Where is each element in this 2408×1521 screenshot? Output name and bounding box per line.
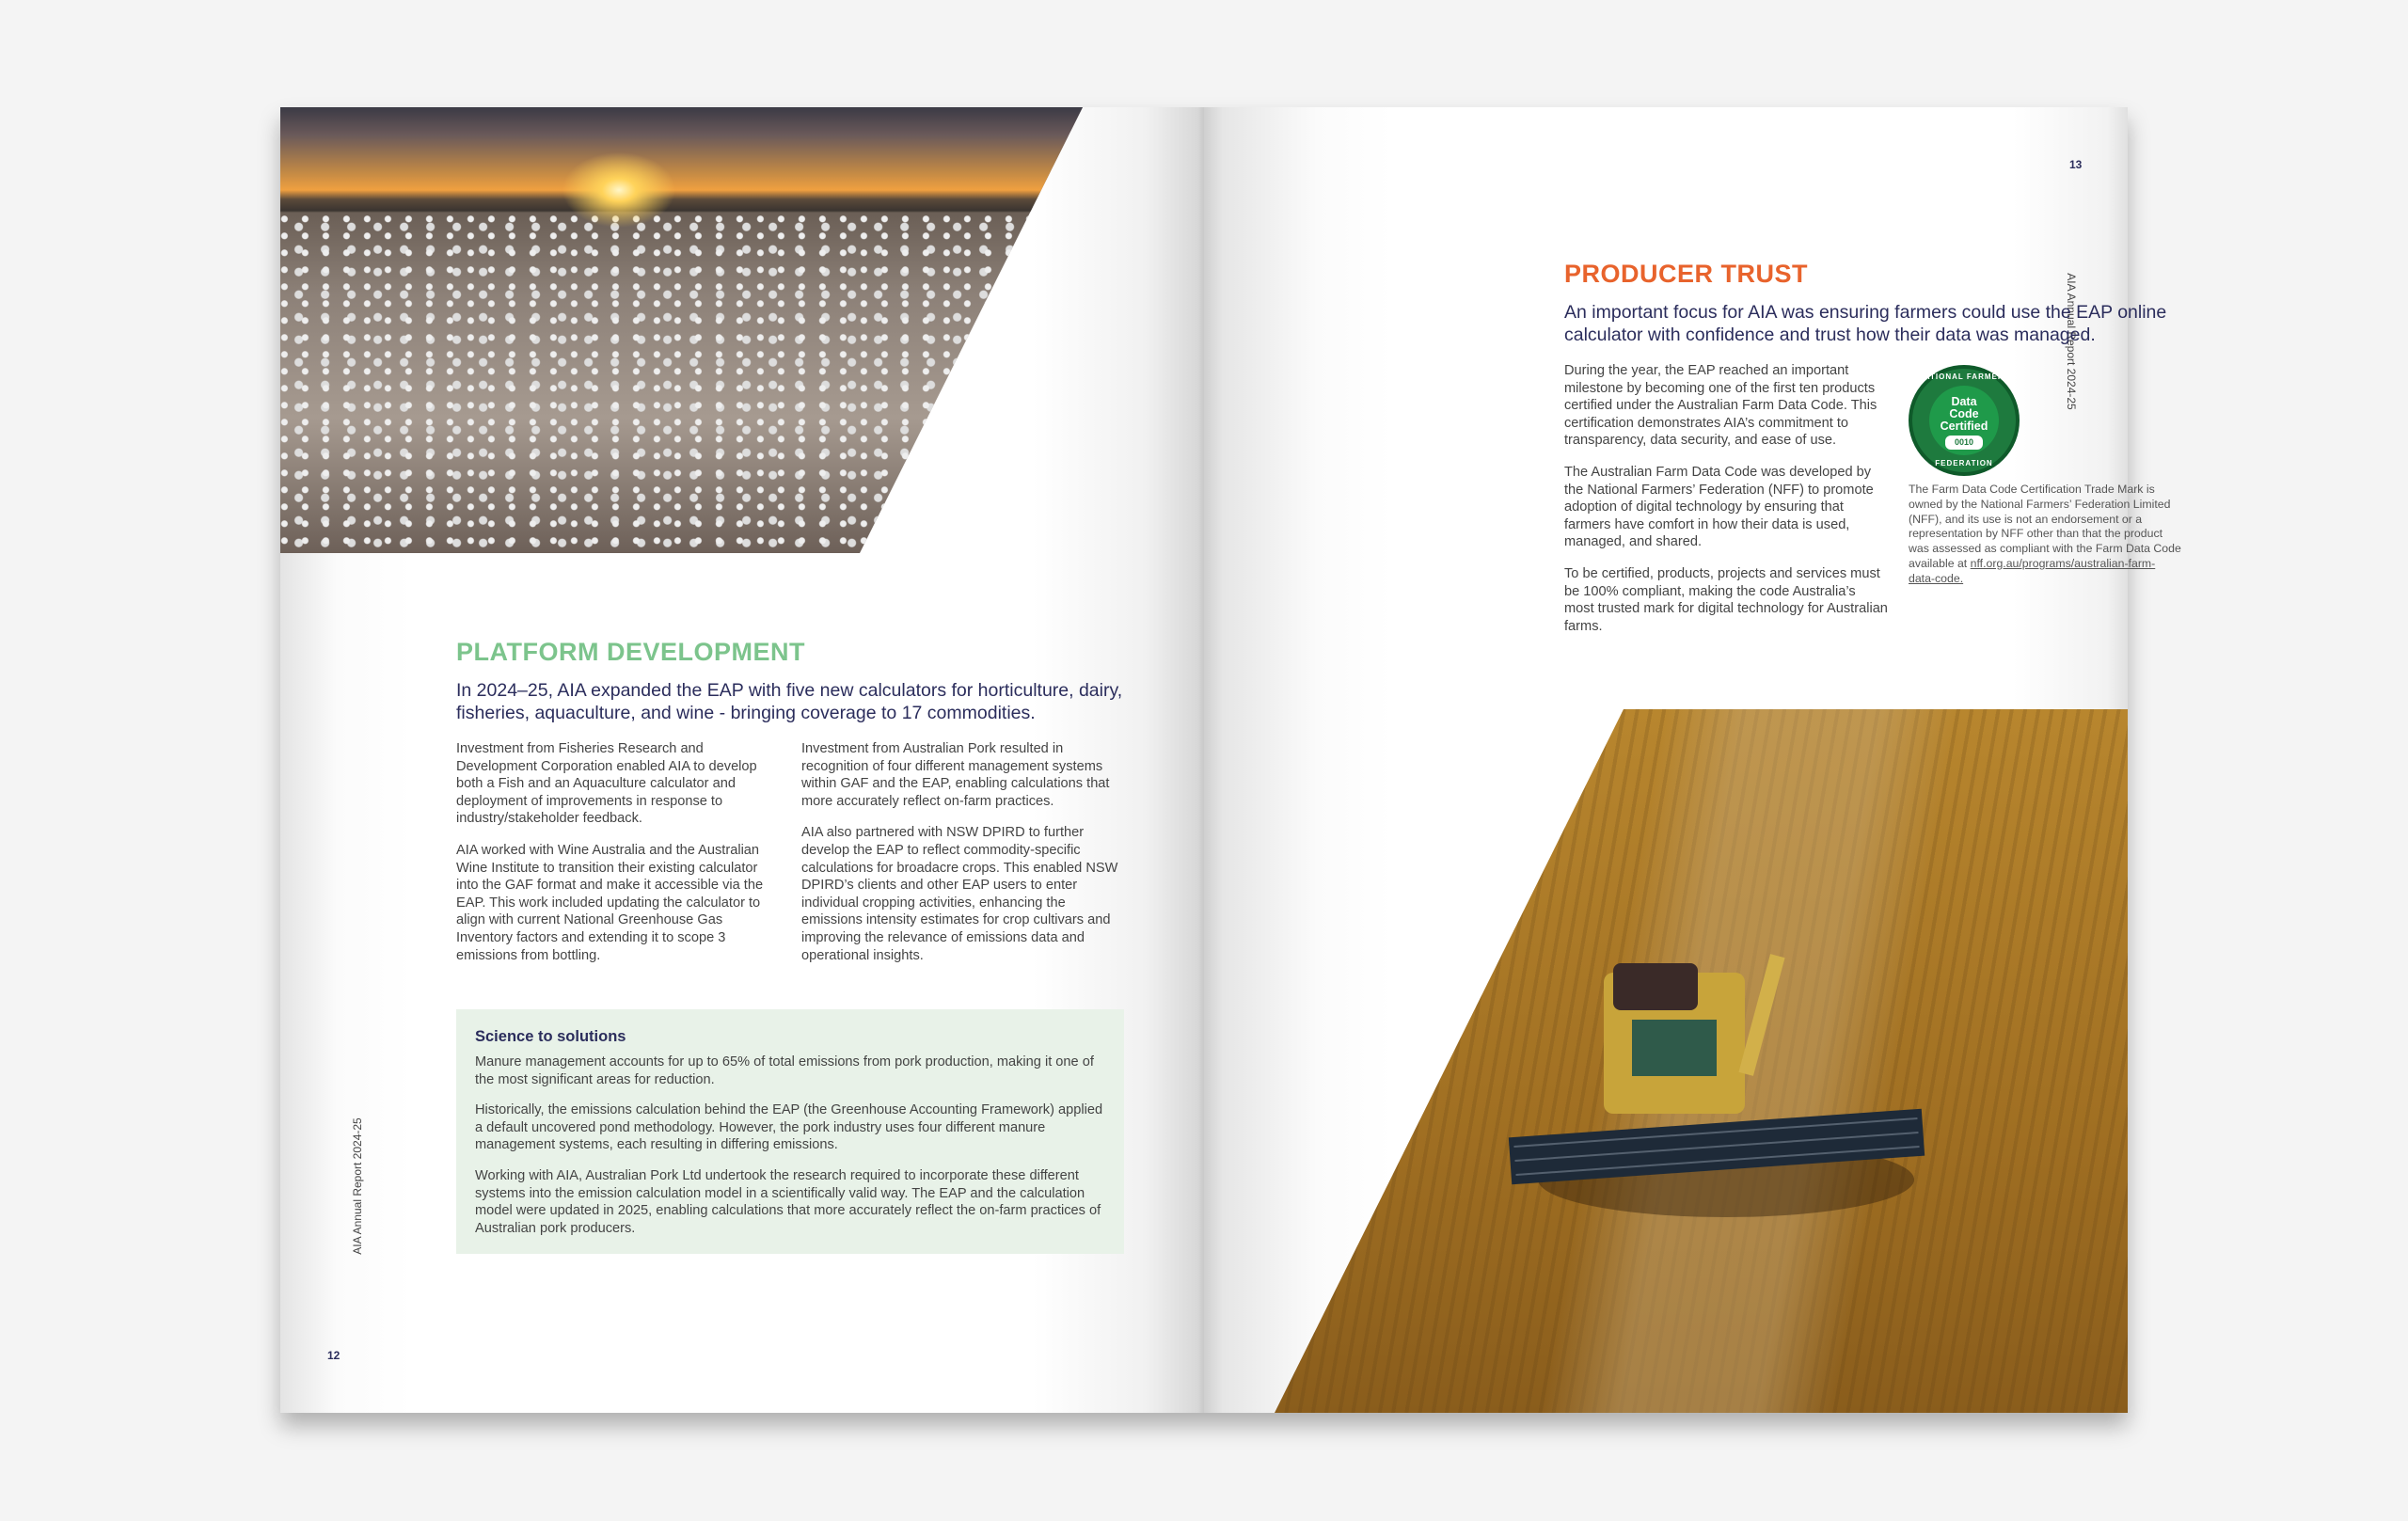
paragraph: Working with AIA, Australian Pork Ltd undertook the research required to incorporate these different systems into the emission calculation model in a scientifically valid way. The EAP and the calculation model were updated in 2025, enabling calculations that more accurately reflect the on-farm practices of Australian pork producers. xyxy=(475,1167,1101,1236)
paragraph: Manure management accounts for up to 65% of total emissions from pork production, making it one of the most significant areas for reduction. xyxy=(475,1054,1094,1087)
paragraph: The Australian Farm Data Code was developed by the National Farmers’ Federation (NFF) to promote adoption of digital technology by ensuring that farmers have comfort in how their data is used, managed, and shared. xyxy=(1564,464,1874,550)
caption-text: The Farm Data Code Certification Trade Mark is owned by the National Farmers’ Federation Limited (NFF), and its use is not an endorsement or a representation by NFF other than that the product was assessed as compliant with the Farm Data Code available at xyxy=(1909,483,2181,570)
badge-text: Code xyxy=(1949,407,1979,420)
harvester-field-photo xyxy=(1275,709,2128,1413)
badge-ring-top: NATIONAL FARMERS xyxy=(1918,372,2010,381)
body-column-2 xyxy=(801,740,1126,978)
lead-paragraph: In 2024–25, AIA expanded the EAP with five new calculators for horticulture, dairy, fisheries, aquaculture, and wine - bringing coverage to 17 commodities. xyxy=(456,680,1123,723)
badge-number: 0010 xyxy=(1945,436,1983,450)
paragraph: AIA worked with Wine Australia and the Australian Wine Institute to transition their existing calculator into the GAF format and make it accessible via the EAP. This work included updating the calculator to align with current National Greenhouse Gas Inventory factors and extending it to scope 3 emissions from bottling. xyxy=(456,842,764,963)
page-number: 12 xyxy=(327,1349,341,1362)
callout-title: Science to solutions xyxy=(475,1028,626,1045)
badge-ring-bottom: FEDERATION xyxy=(1935,459,1993,467)
body-column-1 xyxy=(456,740,776,978)
paragraph: Historically, the emissions calculation behind the EAP (the Greenhouse Accounting Framework) applied a default uncovered pond methodology. However, the pork industry uses four different manure management systems, each resulting in differing emissions. xyxy=(475,1102,1103,1153)
running-head: AIA Annual Report 2024-25 xyxy=(351,1117,364,1255)
trademark-caption xyxy=(1909,483,2181,587)
badge-text: Data xyxy=(1951,395,1977,408)
running-head: AIA Annual Report 2024-25 xyxy=(2065,273,2078,410)
paragraph: AIA also partnered with NSW DPIRD to further develop the EAP to reflect commodity-specific calculations for broadacre crops. This enabled NSW DPIRD’s clients and other EAP users to enter individual cropping activities, enhancing the emissions intensity estimates for crop cultivars and improving the relevance of emissions data and operational insights. xyxy=(801,825,1118,963)
paragraph: Investment from Fisheries Research and Development Corporation enabled AIA to develop both a Fish and an Aquaculture calculator and deployment of improvements in response to industry/stakeholder feedback. xyxy=(456,741,757,827)
left-page xyxy=(280,107,1204,1413)
nff-link[interactable]: nff.org.au/programs/australian-farm-data-code. xyxy=(1909,556,2156,585)
science-to-solutions-callout xyxy=(456,1009,1124,1254)
paragraph: During the year, the EAP reached an important milestone by becoming one of the first ten products certified under the Australian Farm Data Code. This certification demonstrates AIA’s commitment to transparency, data security, and ease of use. xyxy=(1564,363,1877,449)
combine-harvester-illustration xyxy=(1491,944,1942,1227)
page-number: 13 xyxy=(2069,158,2083,171)
farm-data-code-certified-badge xyxy=(1909,365,2020,476)
paragraph: Investment from Australian Pork resulted in recognition of four different management systems within GAF and the EAP, enabling calculations that more accurately reflect on-farm practices. xyxy=(801,741,1110,809)
badge-text: Certified xyxy=(1940,420,1988,433)
section-heading: PLATFORM DEVELOPMENT xyxy=(456,638,805,666)
body-column xyxy=(1564,362,1889,649)
lead-paragraph: An important focus for AIA was ensuring farmers could use the EAP online calculator with confidence and trust how their data was managed. xyxy=(1564,302,2167,345)
section-heading: PRODUCER TRUST xyxy=(1564,260,1809,288)
paragraph: To be certified, products, projects and services must be 100% compliant, making the code Australia’s most trusted mark for digital technology for Australian farms. xyxy=(1564,565,1888,634)
cotton-field-photo xyxy=(280,107,1083,553)
report-spread xyxy=(280,107,2181,1413)
right-page xyxy=(1204,107,2181,1413)
